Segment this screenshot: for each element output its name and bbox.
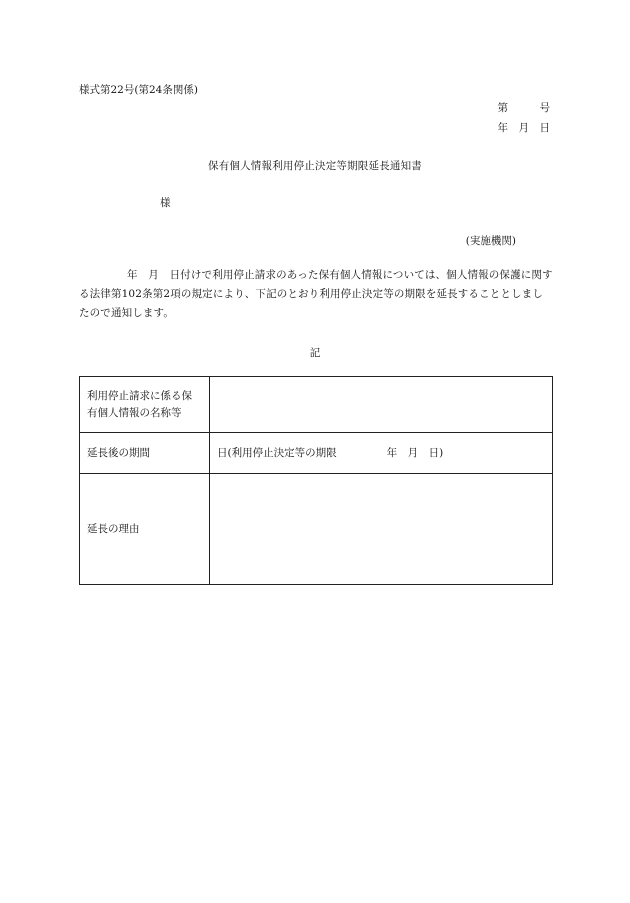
row-label-info-name: 利用停止請求に係る保有個人情報の名称等 [80,377,210,433]
row-value-extended-period [210,433,553,474]
document-number [498,100,551,115]
document-title: 保有個人情報利用停止決定等期限延長通知書 [208,160,422,172]
document-number-label: 第 号 [497,102,550,114]
table-row-extension-reason [80,474,553,585]
extended-period-days: 日(利用停止決定等の期限 [217,446,337,459]
row-label-extension-reason: 延長の理由 [80,474,210,585]
row-label-extended-period: 延長後の期間 [80,433,210,474]
recipient-honorific: 様 [160,197,171,209]
notice-details-table [79,376,553,585]
body-paragraph: 年 月 日付けで利用停止請求のあった保有個人情報については、個人情報の保護に関する法律第102条第2項の規定により、下記のとおり利用停止決定等の期限を延長することとしましたので通知します。 [79,269,553,319]
form-number: 様式第22号(第24条関係) [79,84,198,96]
row-value-extension-reason [210,474,553,585]
issuing-agency: (実施機関) [465,235,516,247]
table-row-extended-period [80,433,553,474]
row-value-info-name [210,377,553,433]
document-date: 年 月 日 [497,122,550,134]
extended-period-deadline-date: 年 月 日) [386,446,444,459]
table-row-info-name [80,377,553,433]
ki-heading: 記 [309,347,321,359]
